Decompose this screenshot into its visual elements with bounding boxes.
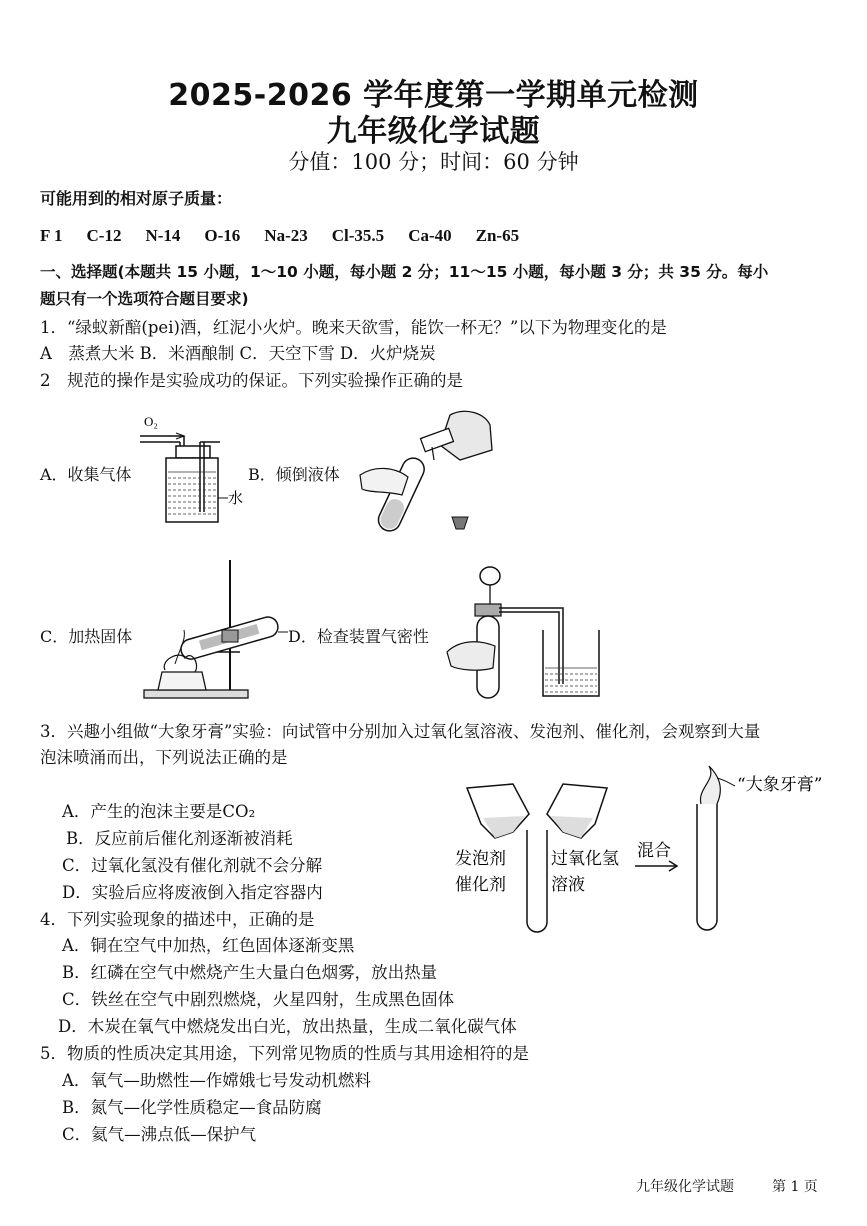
q4-stem: 4．下列实验现象的描述中，正确的是	[40, 910, 315, 929]
q2-option-c: C．加热固体	[40, 627, 133, 646]
atomic-mass-item: Cl-35.5	[331, 226, 385, 245]
gas-collection-figure	[140, 412, 250, 527]
fig-catalyst: 催化剂	[455, 875, 506, 895]
q3-stem-line2: 泡沫喷涌而出，下列说法正确的是	[40, 748, 288, 767]
atomic-mass-item: Zn-65	[475, 226, 520, 245]
q3-option-b: B．反应前后催化剂逐渐被消耗	[66, 829, 293, 848]
heating-solid-figure	[140, 560, 290, 700]
fig-solution: 溶液	[551, 875, 585, 895]
q5-option-b: B．氮气—化学性质稳定—食品防腐	[62, 1098, 322, 1117]
q4-option-d: D．木炭在氧气中燃烧发出白光，放出热量，生成二氧化碳气体	[58, 1017, 517, 1036]
fig-result-label: “大象牙膏”	[737, 775, 823, 795]
footer-page-number: 第 1 页	[772, 1179, 818, 1195]
q5-option-a: A．氧气—助燃性—作嫦娥七号发动机燃料	[62, 1071, 371, 1090]
q4-option-b: B．红磷在空气中燃烧产生大量白色烟雾，放出热量	[62, 963, 438, 982]
q1-options: A 蒸煮大米 B．米酒酿制 C．天空下雪 D．火炉烧炭	[40, 344, 436, 363]
q5-stem: 5．物质的性质决定其用途，下列常见物质的性质与其用途相符的是	[40, 1044, 529, 1063]
exam-title-line1: 2025-2026 学年度第一学期单元检测	[168, 78, 699, 113]
exam-title-line2: 九年级化学试题	[326, 114, 541, 149]
airtightness-figure	[445, 556, 615, 704]
q5-option-c: C．氦气—沸点低—保护气	[62, 1125, 257, 1144]
pouring-liquid-figure	[340, 405, 510, 540]
atomic-mass-item: C-12	[86, 226, 122, 245]
section-heading-line1: 一、选择题(本题共 15 小题，1～10 小题，每小题 2 分；11～15 小题，每小题 3 分；共 35 分。每小	[40, 263, 769, 281]
q4-option-a: A．铜在空气中加热，红色固体逐渐变黑	[62, 936, 355, 955]
elephant-toothpaste-figure	[455, 760, 850, 930]
q2-option-d: D．检查装置气密性	[288, 627, 429, 646]
q3-option-a: A．产生的泡沫主要是CO₂	[62, 802, 256, 821]
section-heading-line2: 题只有一个选项符合题目要求)	[40, 290, 249, 308]
score-time: 分值：100 分；时间：60 分钟	[288, 150, 579, 174]
atomic-mass-item: O-16	[204, 226, 241, 245]
o2-label: O₂	[144, 414, 158, 429]
atomic-mass-item: Na-23	[264, 226, 308, 245]
atomic-mass-item: F 1	[40, 226, 63, 245]
q2-option-b: B．倾倒液体	[248, 465, 340, 484]
atomic-mass-list	[40, 226, 543, 246]
atomic-mass-item: N-14	[145, 226, 181, 245]
footer-subject: 九年级化学试题	[636, 1179, 734, 1195]
q2-option-a: A．收集气体	[40, 465, 132, 484]
q4-option-c: C．铁丝在空气中剧烈燃烧，火星四射，生成黑色固体	[62, 990, 455, 1009]
q3-option-d: D．实验后应将废液倒入指定容器内	[62, 883, 323, 902]
q3-option-c: C．过氧化氢没有催化剂就不会分解	[62, 856, 323, 875]
atomic-mass-item: Ca-40	[408, 226, 452, 245]
water-label: 水	[228, 489, 244, 507]
atomic-mass-heading: 可能用到的相对原子质量：	[40, 189, 233, 208]
fig-peroxide: 过氧化氢	[551, 849, 619, 869]
q2-stem: 2 规范的操作是实验成功的保证。下列实验操作正确的是	[40, 371, 463, 390]
q3-stem-line1: 3．兴趣小组做“大象牙膏”实验：向试管中分别加入过氧化氢溶液、发泡剂、催化剂，会观察到大量	[40, 722, 761, 741]
q1-stem: 1．“绿蚁新醅(pei)酒，红泥小火炉。晚来天欲雪，能饮一杯无？”以下为物理变化的是	[40, 318, 667, 337]
fig-mix-label: 混合	[637, 841, 671, 861]
fig-foaming-agent: 发泡剂	[455, 849, 506, 869]
